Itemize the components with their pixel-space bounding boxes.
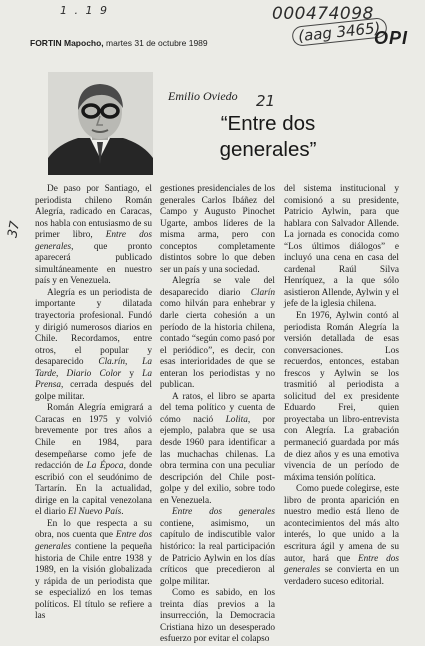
article-paragraph: Román Alegría emigrará a Caracas en 1975 y volvió brevemente por tres años a Chile en 1984, para desempeñarse como jefe de redacción de La Época, donde escribió con el seudónimo de Tartarín. En la actualidad, dirige en la capital venezolana el diario El Nuevo País. (35, 403, 152, 518)
article-paragraph: gestiones presidenciales de los generales Carlos Ibáñez del Campo y Augusto Pinochet Ugarte, ambos líderes de la misma arma, pero con conceptos completamente distintos sobre lo que deben ser un país y una sociedad. (160, 184, 275, 275)
section-label: OPI (374, 28, 409, 48)
article-paragraph: De paso por Santiago, el periodista chileno Román Alegría, radicado en Caracas, nos habla con entusiasmo de su primer libro, Entre dos generales, que pronto aparecerá publicado simultáneamente en nuestro país y en Venezuela. (35, 184, 152, 287)
article-paragraph: Alegría es un periodista de importante y dilatada trayectoria profesional. Fundó y dirigió numerosos diarios en Chile. Recordamos, entre otros, el popular y desaparecido Cla.rín, La Tarde, Diario Color y La Prensa, cerrada después del golpe militar. (35, 287, 152, 402)
italic-text: Diario Color (66, 368, 122, 379)
publication-date: martes 31 de octubre 1989 (106, 38, 208, 48)
publication-name: FORTIN Mapocho, (30, 38, 104, 48)
article-paragraph: En lo que respecta a su obra, nos cuenta que Entre dos generales contiene la pequeña historia de Chile entre 1938 y 1989, en la visión globalizada y rápida de un periodista que se especializó en los temas políticos. El título se refiere a las (35, 518, 152, 622)
article-column-1 (35, 184, 152, 623)
article-paragraph: del sistema institucional y comisionó a su presidente, Patricio Aylwin, para que hablara con Salvador Allende. La jornada es conocida como “Los últimos diálogos” e incluyó una cena en casa del cardenal Raúl Silva Henríquez, a la que sólo asistieron Allende, Aylwin y el jefe de la iglesia chilena. (284, 184, 399, 310)
italic-text: Entre dos generales (172, 507, 275, 518)
dateline (30, 38, 208, 48)
italic-text: Entre dos generales (35, 230, 152, 252)
article-paragraph: Alegría se vale del desaparecido diario Clarín como hilván para enhebrar y darle cierta cohesión a un período de la historia chilena, contado “según como pasó por el periódico”, es decir, con esas interioridades de que se enteran los periodistas y no publican. (160, 276, 275, 391)
article-paragraph: Entre dos generales contiene, asimismo, un capítulo de indiscutible valor histórico: la real participación de Patricio Aylwin en los días críticos que precedieron al golpe militar. (160, 507, 275, 587)
handwritten-date: 1 . 1 9 (60, 4, 109, 17)
title-line-2: generales” (219, 138, 317, 161)
italic-text: La Tarde (35, 357, 152, 379)
article-paragraph: Como puede colegirse, este libro de pronta aparición en nuestro medio está lleno de acontecimientos del más alto interés, lo que unido a la escritura ágil y amena de su autor, hará que Entre dos generales se convierta en un verdadero suceso editorial. (284, 484, 399, 587)
author-photo (48, 72, 153, 175)
handwritten-side-mark: 37 (5, 220, 24, 239)
article-paragraph: Como es sabido, en los treinta días previos a la insurrección, la Democracia Cristiana hizo un desesperado esfuerzo por evitar el colapso (160, 588, 275, 645)
article-column-3 (284, 184, 399, 588)
italic-text: Entre dos generales (284, 553, 399, 576)
article-paragraph: A ratos, el libro se aparta del tema político y cuenta de cómo nació Lolita, por ejemplo, palabra que se usa desde 1960 para identificar a las muchachas chilenas. La obra termina con una peculiar descripción del Chile post-golpe y del exilio, sobre todo en Venezuela. (160, 391, 275, 506)
handwritten-reference: (aag 3465) (291, 17, 387, 47)
handwritten-catalog-number: 000474098 (272, 4, 374, 24)
italic-text: Cla.rín (98, 357, 125, 368)
italic-text: El Nuevo País (68, 507, 122, 518)
article-column-2 (160, 184, 275, 646)
handwritten-author-mark: 21 (256, 92, 276, 110)
article-title (158, 111, 378, 163)
article-paragraph: En 1976, Aylwin contó al periodista Román Alegría la versión detallada de esas conversaciones. Los recuerdos, entonces, estaban frescos y Aylwin se los trasmitió al periodista a solicitud del ex presidente Eduardo Frei, quien proyectaba un libro-entrevista con Alegría. La grabación permaneció guardada por más de diez años y es una emotiva vivencia de un período de máxima tensión política. (284, 311, 399, 483)
italic-text: Entre dos generales (35, 530, 152, 552)
italic-text: Lolita (225, 414, 248, 425)
byline: Emilio Oviedo (168, 89, 238, 103)
italic-text: La Prensa (35, 368, 152, 391)
italic-text: Clarín (250, 287, 275, 298)
italic-text: La Época (86, 461, 124, 472)
title-line-1: “Entre dos (220, 112, 316, 135)
